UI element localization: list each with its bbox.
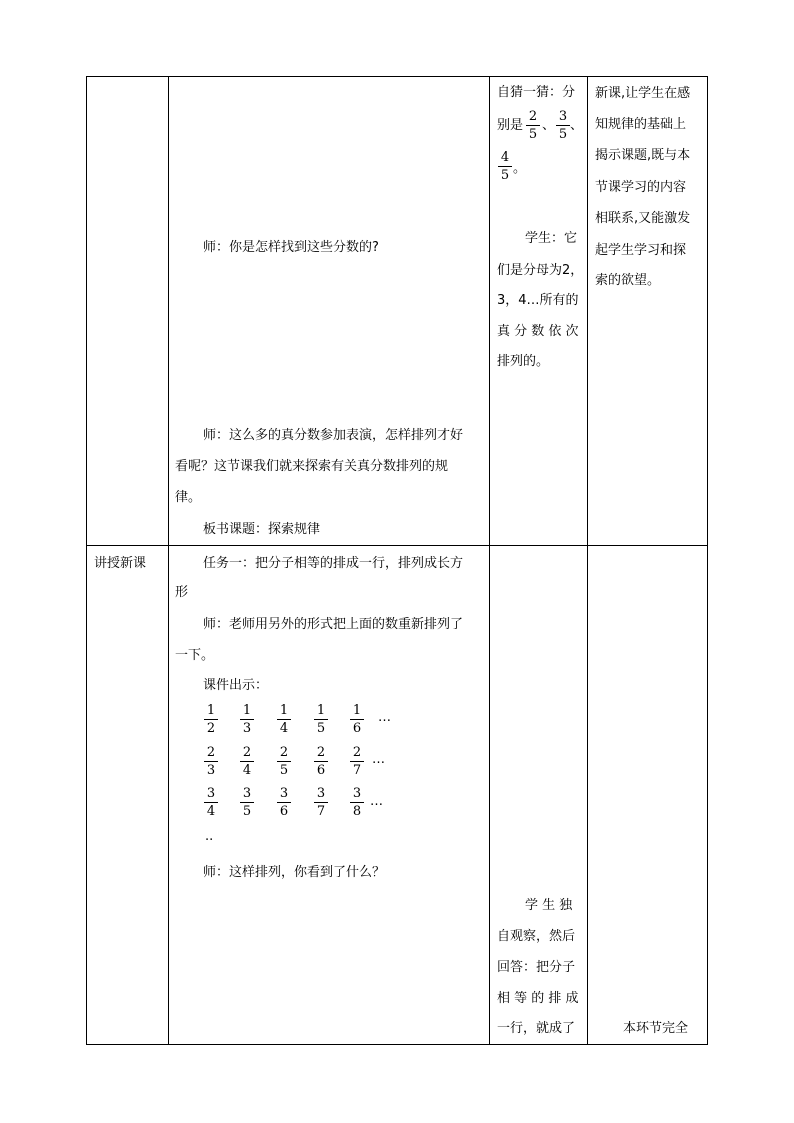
guess-separator-2: 、 [570, 118, 584, 133]
fraction-r1-c2: 1 3 [239, 703, 255, 736]
fraction-r3-c2: 3 5 [239, 786, 255, 819]
student-observe-line-1: 学 生 独 [525, 898, 573, 913]
fraction-r3-c3: 3 6 [276, 786, 292, 819]
fraction-r2-c4: 2 6 [313, 745, 329, 778]
table-right-border [707, 76, 708, 1045]
student-observe-line-4: 相 等 的 排 成 [497, 991, 579, 1006]
student-answer-line-2: 们是分母为2， [497, 263, 584, 278]
fraction-r1-c3: 1 4 [276, 703, 292, 736]
fraction-r3-c5: 3 8 [349, 786, 365, 819]
guess-separator-1: 、 [542, 118, 556, 133]
design-note-line-5: 相联系,又能激发 [595, 211, 691, 226]
student-answer-line-1: 学生：它 [525, 231, 578, 246]
design-note-line-6: 起学生学习和探 [595, 243, 687, 258]
design-note-line-1: 新课,让学生在感 [595, 86, 691, 101]
student-answer-line-5: 排列的。 [497, 354, 550, 369]
guess-fraction-3: 4 5 [497, 150, 513, 183]
student-guess-line-2-prefix: 别是 [497, 118, 524, 133]
design-note-line-7: 索的欲望。 [595, 273, 661, 288]
student-answer-line-4: 真 分 数 依 次 [497, 324, 579, 339]
fraction-r2-c1: 2 3 [203, 745, 219, 778]
fraction-r1-c1: 1 2 [203, 703, 219, 736]
teacher-question-1: 师：你是怎样找到这些分数的? [203, 240, 379, 255]
teacher-rearrange-line-2: 一下。 [175, 648, 215, 663]
row-divider [86, 545, 708, 546]
column-divider-3 [587, 76, 588, 1045]
column-divider-1 [168, 76, 169, 1045]
student-observe-line-3: 回答：把分子 [497, 960, 576, 975]
guess-period: 。 [513, 161, 527, 176]
task-line-1: 任务一：把分子相等的排成一行，排列成长方 [203, 556, 464, 571]
design-note-line-2: 知规律的基础上 [595, 117, 687, 132]
fraction-r2-c2: 2 4 [239, 745, 255, 778]
student-observe-line-5: 一行，就成了 [497, 1021, 576, 1036]
stage-note: 本环节完全 [623, 1021, 689, 1036]
fraction-r1-c4: 1 5 [313, 703, 329, 736]
student-observe-line-2: 自观察，然后 [497, 929, 576, 944]
design-note-line-4: 节课学习的内容 [595, 180, 687, 195]
design-note-line-3: 揭示课题,既与本 [595, 148, 691, 163]
column-divider-2 [489, 76, 490, 1045]
row-3-ellipsis: … [370, 794, 383, 809]
courseware-show: 课件出示： [203, 678, 269, 693]
table-bottom-border [86, 1044, 708, 1045]
fraction-r3-c1: 3 4 [203, 786, 219, 819]
table-left-border [86, 76, 87, 1045]
table-top-border [86, 76, 708, 77]
student-guess-line-1: 自猜一猜：分 [497, 85, 576, 100]
row-1-ellipsis: … [378, 710, 391, 725]
teacher-question-2-line-1: 师：这么多的真分数参加表演，怎样排列才好 [203, 428, 464, 443]
task-line-2: 形 [175, 585, 189, 600]
guess-fraction-2: 3 5 [555, 109, 571, 142]
fraction-r2-c3: 2 5 [276, 745, 292, 778]
teacher-question-2-line-3: 律。 [175, 490, 202, 505]
fraction-r3-c4: 3 7 [313, 786, 329, 819]
teacher-rearrange-line-1: 师：老师用另外的形式把上面的数重新排列了 [203, 617, 464, 632]
grid-trailing-dots: .. [205, 829, 214, 844]
fraction-r2-c5: 2 7 [349, 745, 365, 778]
fraction-r1-c5: 1 6 [349, 703, 365, 736]
row-2-ellipsis: … [372, 752, 385, 767]
teacher-question-3: 师：这样排列，你看到了什么？ [203, 865, 386, 880]
board-title: 板书课题：探索规律 [203, 522, 321, 537]
student-answer-line-3: 3，4…所有的 [497, 293, 579, 308]
guess-fraction-1: 2 5 [525, 109, 541, 142]
stage-label: 讲授新课 [94, 556, 147, 571]
teacher-question-2-line-2: 看呢？这节课我们就来探索有关真分数排列的规 [175, 459, 449, 474]
